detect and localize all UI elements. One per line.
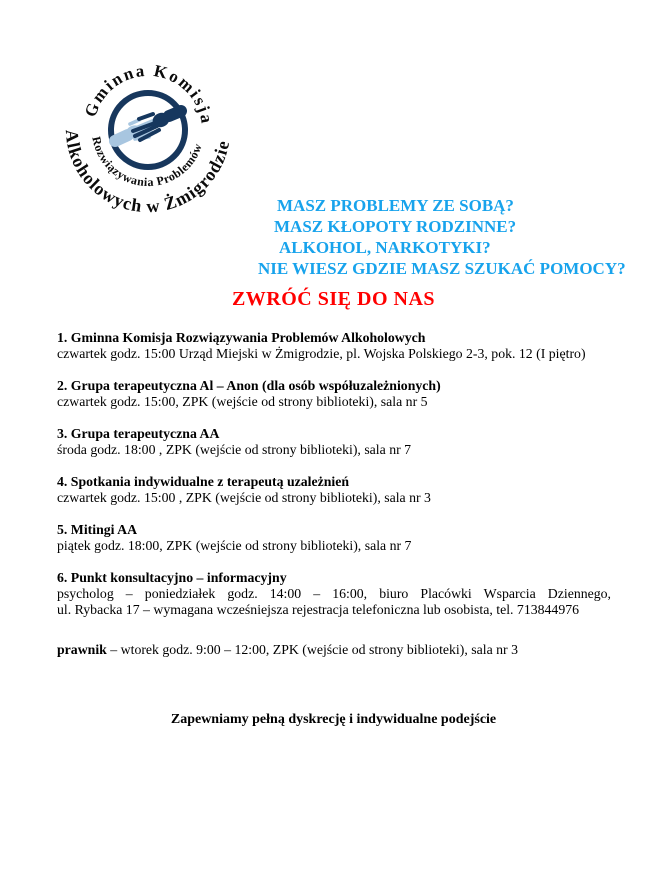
section-desc-line: ul. Rybacka 17 – wymagana wcześniejsza rejestracja telefoniczna lub osobista, tel. 713844976	[57, 602, 580, 617]
section-desc-line: psycholog – poniedziałek godz. 14:00 – 16:00, biuro Placówki Wsparcia Dziennego,	[57, 586, 611, 601]
section-title: 2. Grupa terapeutyczna Al – Anon (dla osób współuzależnionych)	[57, 378, 441, 393]
section-desc: środa godz. 18:00 , ZPK (wejście od strony biblioteki), sala nr 7	[57, 442, 412, 457]
footer-statement: Zapewniamy pełną dyskrecję i indywidualne podejście	[170, 712, 497, 727]
question-line: ALKOHOL, NARKOTYKI?	[279, 238, 491, 257]
section-desc: piątek godz. 18:00, ZPK (wejście od strony biblioteki), sala nr 7	[57, 538, 412, 553]
logo-arc-bottom-text: Alkoholowych w Żmigrodzie	[61, 128, 234, 217]
section-mitingi-aa	[57, 522, 611, 554]
lawyer-line	[57, 642, 611, 658]
section-desc: czwartek godz. 15:00 Urząd Miejski w Żmigrodzie, pl. Wojska Polskiego 2-3, pok. 12 (I piętro)	[57, 346, 586, 361]
sections-list	[57, 330, 611, 658]
section-title: 6. Punkt konsultacyjno – informacyjny	[57, 570, 287, 585]
section-al-anon	[57, 378, 611, 410]
section-desc: czwartek godz. 15:00, ZPK (wejście od strony biblioteki), sala nr 5	[57, 394, 428, 409]
question-line: MASZ PROBLEMY ZE SOBĄ?	[277, 196, 514, 215]
cta-heading: ZWRÓĆ SIĘ DO NAS	[231, 288, 436, 310]
question-line: NIE WIESZ GDZIE MASZ SZUKAĆ POMOCY?	[258, 259, 626, 278]
section-title: 4. Spotkania indywidualne z terapeutą uzależnień	[57, 474, 350, 489]
section-title: 5. Mitingi AA	[57, 522, 138, 537]
section-title: 3. Grupa terapeutyczna AA	[57, 426, 220, 441]
section-desc: czwartek godz. 15:00 , ZPK (wejście od strony biblioteki), sala nr 3	[57, 490, 431, 505]
logo-arc-top-text: Gminna Komisja	[80, 60, 217, 127]
section-punkt-konsultacyjny	[57, 570, 611, 618]
questions-block	[258, 195, 626, 279]
section-terapeuta	[57, 474, 611, 506]
question-line: MASZ KŁOPOTY RODZINNE?	[274, 217, 517, 236]
logo-arc-middle-text: Rozwiązywania Problemów	[89, 135, 205, 190]
lawyer-details: – wtorek godz. 9:00 – 12:00, ZPK (wejście od strony biblioteki), sala nr 3	[106, 642, 519, 657]
lawyer-label: prawnik	[57, 642, 107, 657]
commission-logo	[45, 52, 265, 252]
section-grupa-aa	[57, 426, 611, 458]
logo-graphic	[45, 52, 265, 252]
section-gkrpa	[57, 330, 611, 362]
section-title: 1. Gminna Komisja Rozwiązywania Problemów Alkoholowych	[57, 330, 426, 345]
